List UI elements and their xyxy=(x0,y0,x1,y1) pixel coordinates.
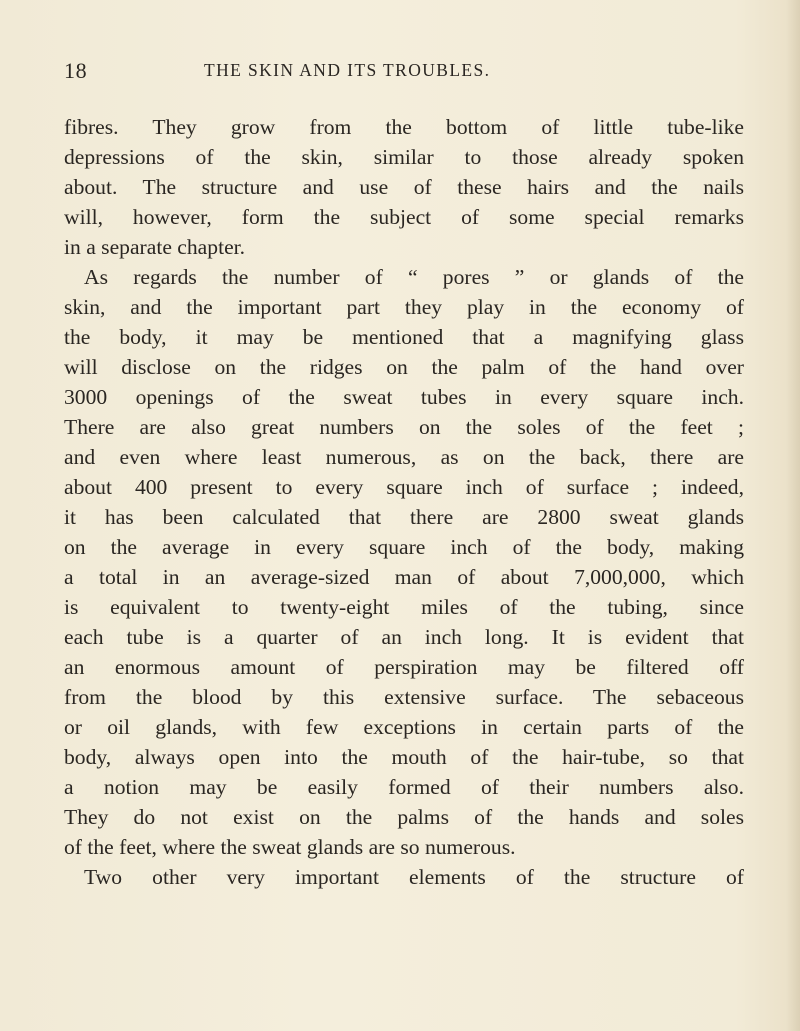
body-text xyxy=(64,112,744,892)
text-line: is equivalent to twenty-eight miles of the tubing, since xyxy=(64,595,744,619)
running-title: THE SKIN AND ITS TROUBLES. xyxy=(204,60,491,80)
text-line: 3000 openings of the sweat tubes in every square inch. xyxy=(64,385,744,409)
page-edge-shadow xyxy=(786,0,800,1031)
text-line: skin, and the important part they play in the economy of xyxy=(64,295,744,319)
text-line: will, however, form the subject of some special remarks xyxy=(64,205,744,229)
text-line: an enormous amount of perspiration may be filtered off xyxy=(64,655,744,679)
text-line: from the blood by this extensive surface. The sebaceous xyxy=(64,685,744,709)
page-header xyxy=(64,58,744,86)
text-line: and even where least numerous, as on the back, there are xyxy=(64,445,744,469)
text-line: in a separate chapter. xyxy=(64,235,246,259)
page-number: 18 xyxy=(64,58,88,83)
text-line: it has been calculated that there are 2800 sweat glands xyxy=(64,505,744,529)
text-line: about. The structure and use of these hairs and the nails xyxy=(64,175,744,199)
text-line: body, always open into the mouth of the hair-tube, so that xyxy=(64,745,744,769)
text-line: each tube is a quarter of an inch long. It is evident that xyxy=(64,625,744,649)
text-line: a notion may be easily formed of their numbers also. xyxy=(64,775,744,799)
text-line: the body, it may be mentioned that a magnifying glass xyxy=(64,325,744,349)
text-line: fibres. They grow from the bottom of little tube-like xyxy=(64,115,744,139)
text-line: a total in an average-sized man of about 7,000,000, which xyxy=(64,565,744,589)
text-line: There are also great numbers on the soles of the feet ; xyxy=(64,415,744,439)
text-line: about 400 present to every square inch of surface ; indeed, xyxy=(64,475,744,499)
text-line: of the feet, where the sweat glands are so numerous. xyxy=(64,835,516,859)
text-line: Two other very important elements of the structure of xyxy=(84,865,744,889)
text-line: depressions of the skin, similar to those already spoken xyxy=(64,145,744,169)
text-line: or oil glands, with few exceptions in certain parts of the xyxy=(64,715,744,739)
text-line: They do not exist on the palms of the hands and soles xyxy=(64,805,744,829)
text-line: will disclose on the ridges on the palm of the hand over xyxy=(64,355,744,379)
text-line: As regards the number of “ pores ” or glands of the xyxy=(84,265,744,289)
text-line: on the average in every square inch of the body, making xyxy=(64,535,744,559)
